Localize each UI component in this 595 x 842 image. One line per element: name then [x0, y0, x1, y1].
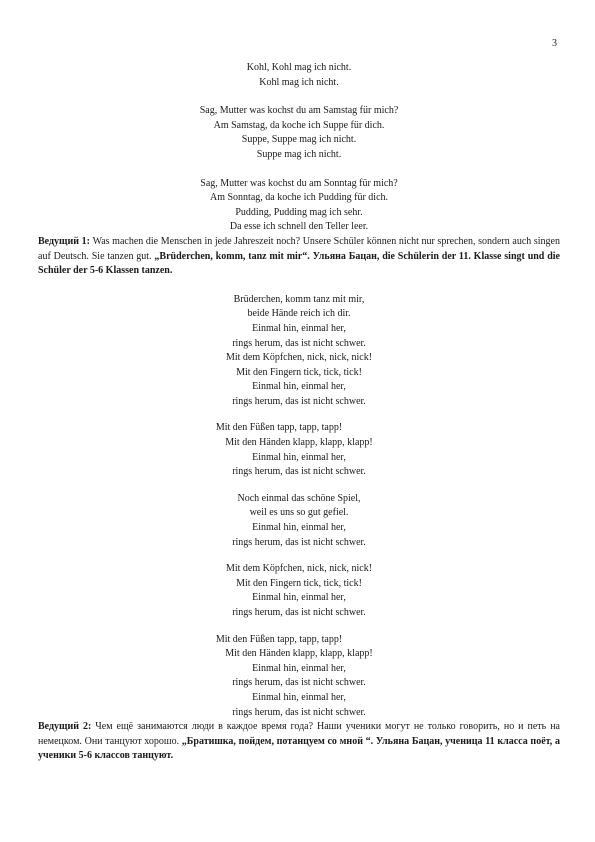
poem-line: Mit dem Köpfchen, nick, nick, nick!: [225, 563, 373, 575]
poem-stanza-7: [38, 562, 560, 620]
poem-line: Mit den Händen klapp, klapp, klapp!: [225, 437, 373, 449]
poem-stanza-4: [38, 293, 560, 410]
poem-line: Einmal hin, einmal her,: [252, 662, 346, 674]
poem-line: Kohl mag ich nicht.: [259, 76, 339, 88]
paragraph-text: Was machen die Menschen in jede Jahreszeit noch? Unsere Schüler können nicht nur sprechen, sondern auch singen auf Deutsch. Sie tanzen gut.: [38, 235, 560, 262]
poem-line: Am Samstag, da koche ich Suppe für dich.: [213, 119, 385, 131]
poem-line: Einmal hin, einmal her,: [252, 592, 346, 604]
poem-line: Noch einmal das schöne Spiel,: [237, 492, 361, 504]
poem-line: Pudding, Pudding mag ich sehr.: [235, 206, 363, 218]
poem-stanza-2: [38, 104, 560, 162]
poem-line: Mit den Füßen tapp, tapp, tapp!: [215, 422, 343, 434]
poem-line: Einmal hin, einmal her,: [252, 522, 346, 534]
poem-line: weil es uns so gut gefiel.: [249, 507, 349, 519]
poem-line: rings herum, das ist nicht schwer.: [232, 677, 366, 689]
poem-line: rings herum, das ist nicht schwer.: [232, 466, 366, 478]
poem-line: Mit dem Köpfchen, nick, nick, nick!: [225, 352, 373, 364]
poem-stanza-8: [38, 633, 560, 721]
poem-line: Mit den Füßen tapp, tapp, tapp!: [215, 633, 343, 645]
poem-line: Mit den Fingern tick, tick, tick!: [236, 577, 362, 589]
poem-line: rings herum, das ist nicht schwer.: [232, 607, 366, 618]
poem-line: rings herum, das ist nicht schwer.: [232, 536, 366, 548]
poem-line: Am Sonntag, da koche ich Pudding für dich.: [209, 192, 389, 204]
speaker-label: Ведущий 1:: [38, 235, 90, 247]
speaker-label: Ведущий 2:: [38, 721, 92, 733]
paragraph-text: Чем ещё занимаются люди в каждое время года? Наши ученики могут не только говорить, но и петь на немецком. Они танцуют хорошо.: [38, 721, 560, 747]
poem-line: Einmal hin, einmal her,: [252, 381, 346, 393]
poem-line: Kohl, Kohl mag ich nicht.: [246, 62, 352, 73]
poem-line: Da esse ich schnell den Teller leer.: [229, 221, 369, 233]
document-body: [38, 61, 560, 764]
poem-line: Einmal hin, einmal her,: [252, 691, 346, 703]
poem-line: rings herum, das ist nicht schwer.: [232, 706, 366, 718]
poem-line: Mit den Fingern tick, tick, tick!: [236, 366, 362, 378]
poem-line: beide Hände reich ich dir.: [247, 308, 351, 320]
poem-stanza-6: [38, 492, 560, 550]
narrator-paragraph-1: [38, 235, 560, 279]
poem-line: Brüderchen, komm tanz mit mir,: [233, 293, 365, 305]
narrator-paragraph-2: [38, 720, 560, 764]
poem-line: Einmal hin, einmal her,: [252, 322, 346, 334]
poem-line: Suppe mag ich nicht.: [256, 148, 342, 160]
poem-line: rings herum, das ist nicht schwer.: [232, 337, 366, 349]
poem-line: Sag, Mutter was kochst du am Samstag für mich?: [199, 105, 399, 117]
poem-line: Mit den Händen klapp, klapp, klapp!: [225, 648, 373, 660]
poem-line: Einmal hin, einmal her,: [252, 451, 346, 463]
poem-stanza-1: [38, 61, 560, 90]
page-number: 3: [552, 38, 557, 49]
poem-stanza-5: [38, 421, 560, 479]
paragraph-bold-text: „Brüderchen, komm, tanz mit mir“. Ульяна Бацан, die Schülerin der 11. Klasse singt und die Schüler der 5-6 Klassen tanzen.: [38, 250, 560, 277]
poem-line: Suppe, Suppe mag ich nicht.: [241, 134, 357, 146]
paragraph-bold-text: „Братишка, пойдем, потанцуем со мной “. Ульяна Бацан, ученица 11 класса поёт, а ученики 5-6 классов танцуют.: [38, 735, 560, 762]
poem-line: rings herum, das ist nicht schwer.: [232, 395, 366, 407]
poem-stanza-3: [38, 177, 560, 235]
poem-line: Sag, Mutter was kochst du am Sonntag für mich?: [200, 177, 398, 189]
